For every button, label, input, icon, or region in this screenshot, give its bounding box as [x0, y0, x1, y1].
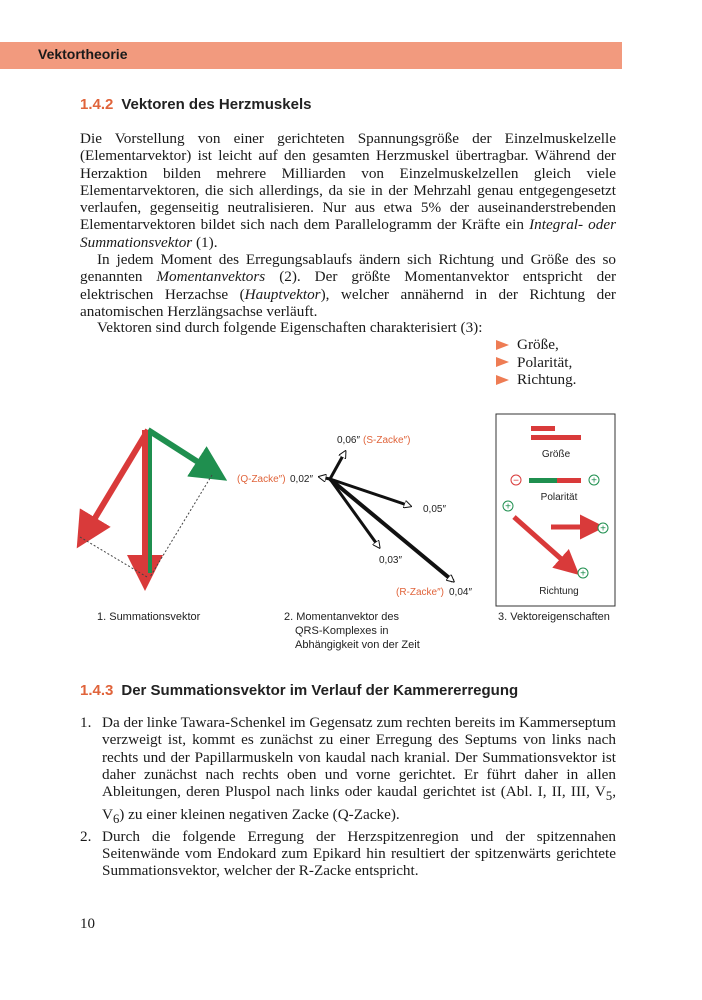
vector-properties-diagram: [496, 414, 615, 606]
direction-arrow-diagonal: [514, 517, 568, 565]
subscript: 5: [605, 789, 613, 804]
section-title: Vektoren des Herzmuskels: [121, 96, 312, 113]
parallelogram-dashed-side: [150, 475, 212, 577]
triangle-bullet-icon: [496, 357, 509, 367]
p2-emphasis-2: Hauptvektor: [244, 285, 321, 303]
red-vector: [86, 430, 148, 533]
r-name-label: (R-Zacke″): [396, 587, 444, 598]
property-list: [496, 336, 576, 389]
plus-sign: +: [580, 568, 586, 580]
caption-2: [284, 610, 420, 652]
groesse-label: Größe: [541, 449, 571, 460]
item1-text-mid: , V: [102, 783, 616, 823]
t005-label: 0,05″: [423, 504, 447, 515]
list-item-label: Richtung.: [517, 371, 577, 388]
q-time-label: 0,02″: [290, 474, 314, 485]
section-number: 1.4.3: [80, 682, 114, 699]
section-heading-1-4-3: [80, 682, 518, 699]
item1-text-a: Da der linke Tawara-Schenkel im Gegensatz zum rechten bereits im Kammerseptum verzweigt ist, kommt es zunächst zu einer Erregung des Septums von links nach rechts und der Papillarmuskeln von kaudal nach kranial. Der Summationsvektor ist daher zunächst nach rechts oben und vorne gerichtet. Er führt daher in allen Ableitungen, deren Pluspol nach links oder kaudal gerichtet ist (Abl. I, II, III, V: [102, 714, 616, 801]
q-name-label: (Q-Zacke″): [237, 474, 286, 485]
paragraph-1: [80, 130, 616, 251]
minus-sign: −: [513, 475, 519, 487]
polarity-bar-red: [557, 478, 581, 483]
p2-text-b: (2). Der größte Momentanvektor entspricht der elektrischen Herzachse (: [80, 268, 617, 303]
plus-sign: +: [600, 523, 606, 535]
p3-text: Vektoren sind durch folgende Eigenschaften charakterisiert (3):: [97, 319, 483, 336]
list-item-number: 1.: [80, 714, 92, 731]
p1-text-a: Die Vorstellung von einer gerichteten Spannungsgröße der Einzelmuskelzelle (Elementarvektor) ist leicht auf den gesamten Herzmuskel übertragbar. Während der Herzaktion bilden mehrere Milliarden von Einzelmuskelzellen gleich viele Elementarvektoren, die sich allerdings, da sie in der Mehrzahl genau entgegengesetzt verlaufen, gegenseitig neutralisieren. Nur aus etwa 5% der auseinanderstrebenden Elementarvektoren bildet sich nach dem Parallelogramm der Kräfte ein: [80, 130, 616, 234]
list-item: [80, 714, 616, 828]
s-time-label: 0,06″: [337, 435, 361, 446]
chapter-title: Vektortheorie: [38, 46, 128, 62]
caption-2-line-3: Abhängigkeit von der Zeit: [295, 639, 420, 651]
caption-2-line-2: QRS-Komplexes in: [295, 625, 389, 637]
plus-sign: +: [591, 475, 597, 487]
q-vector: [320, 477, 330, 479]
parallelogram-dashed-side: [80, 537, 147, 577]
list-item-label: Polarität,: [517, 353, 573, 371]
list-item: [80, 828, 616, 880]
list-item: [496, 371, 576, 389]
summation-vector-diagram: [80, 430, 212, 577]
plus-sign: +: [505, 501, 511, 513]
p2-text-c: ), welcher annähernd in der Richtung der anatomischen Herzlängsachse verläuft.: [80, 285, 616, 320]
triangle-bullet-icon: [496, 340, 509, 350]
size-bar-long: [531, 435, 581, 440]
p2-text-a: In jedem Moment des Erregungsablaufs ändern sich Richtung und Größe des so genannten: [80, 251, 616, 286]
section-title: Der Summationsvektor im Verlauf der Kammererregung: [121, 682, 519, 699]
paragraph-2: [80, 251, 616, 320]
caption-3: 3. Vektoreigenschaften: [498, 611, 610, 623]
p1-text-b: (1).: [196, 233, 218, 251]
polarity-bar-green: [529, 478, 557, 483]
green-vector: [148, 430, 212, 471]
polaritaet-label: Polarität: [540, 492, 578, 503]
p2-emphasis-1: Momentanvektors: [156, 268, 266, 286]
t003-label: 0,03″: [379, 555, 403, 566]
momentary-vector-diagram: [237, 435, 472, 598]
page-number: 10: [80, 916, 95, 932]
list-item-number: 2.: [80, 827, 92, 845]
vector-005: [330, 479, 410, 506]
s-name-label: (S-Zacke″): [363, 435, 411, 446]
richtung-label: Richtung: [539, 586, 579, 597]
list-item: [496, 336, 576, 354]
list-item-label: Größe,: [517, 336, 559, 353]
caption-2-line-1: 2. Momentanvektor des: [284, 611, 399, 623]
s-vector: [330, 452, 345, 479]
section-heading-1-4-2: [80, 96, 311, 113]
item1-text-b: ) zu einer kleinen negativen Zacke (Q-Zacke).: [119, 805, 400, 823]
item2-text: Durch die folgende Erregung der Herzspitzenregion und der spitzennahen Seitenwände vom Endokard zum Epikard hin resultiert der spitzenwärts gerichtete Summationsvektor, welcher der R-Zacke entspricht.: [102, 827, 616, 880]
r-time-label: 0,04″: [449, 587, 473, 598]
properties-frame: [496, 414, 615, 606]
caption-1: 1. Summationsvektor: [97, 611, 201, 623]
triangle-bullet-icon: [496, 375, 509, 385]
size-bar-short: [531, 426, 555, 431]
list-item: [496, 354, 576, 372]
p1-emphasis: Integral- oder Summationsvektor: [80, 216, 617, 251]
section-number: 1.4.2: [80, 96, 114, 113]
excitation-steps-list: [80, 714, 616, 880]
paragraph-3: [80, 319, 616, 336]
subscript: 6: [112, 811, 120, 826]
